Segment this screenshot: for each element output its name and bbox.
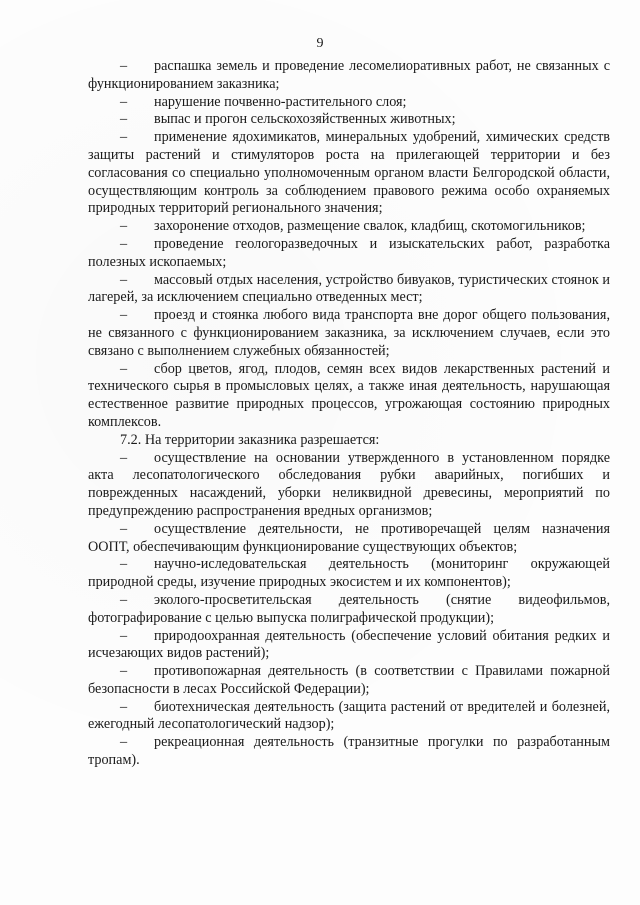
list-item — [88, 272, 610, 308]
list-dash: – — [120, 307, 128, 324]
list-item — [88, 521, 610, 557]
list-item — [88, 556, 610, 592]
list-item-text: применение ядохимикатов, минеральных удобрений, химических средств защиты растений и стимуляторов роста на прилегающей территории и без согласования со специально уполномоченным органом власти Белгородской области, осуществляющим контроль за соблюдением правового режима особо охраняемых природных территорий регионального значения; — [88, 129, 610, 217]
list-dash: – — [120, 235, 128, 252]
list-item-text: научно-иследовательская деятельность (мониторинг окружающей природной среды, изучение природных экосистем и их компонентов); — [88, 556, 610, 591]
list-dash: – — [120, 58, 128, 74]
list-item — [88, 58, 610, 94]
list-item-text: осуществление деятельности, не противоречащей целям назначения ООПТ, обеспечивающим функционирование существующих объектов; — [88, 520, 610, 555]
list-dash: – — [120, 360, 128, 377]
list-item — [88, 361, 610, 432]
allowed-list — [88, 450, 610, 770]
list-dash: – — [120, 129, 128, 146]
list-item — [88, 450, 610, 521]
list-item-text: осуществление на основании утвержденного в установленном порядке акта лесопатологического обследования рубки аварийных, погибших и поврежденных насаждений, уборки неликвидной древесины, мероприятий по предупреждению распространения вредных организмов; — [88, 449, 610, 519]
list-dash: – — [120, 698, 128, 715]
list-item — [88, 218, 610, 236]
list-dash: – — [120, 111, 128, 128]
list-dash: – — [120, 520, 128, 537]
list-item-text: нарушение почвенно-растительного слоя; — [154, 93, 407, 110]
list-item-text: эколого-просветительская деятельность (снятие видеофильмов, фотографирование с целью выпуска полиграфической продукции); — [88, 591, 610, 626]
document-body — [88, 58, 610, 770]
list-item-text: сбор цветов, ягод, плодов, семян всех видов лекарственных растений и технического сырья в промысловых целях, а также иная деятельность, нарушающая естественное развитие природных процессов, угрожающая состоянию природных комплексов. — [88, 360, 610, 430]
list-item-text: биотехническая деятельность (защита растений от вредителей и болезней, ежегодный лесопатологический надзор); — [88, 698, 610, 733]
list-dash: – — [120, 627, 128, 644]
list-dash: – — [120, 93, 128, 110]
prohibited-list — [88, 58, 610, 432]
list-item-text: захоронение отходов, размещение свалок, кладбищ, скотомогильников; — [154, 218, 586, 235]
list-item — [88, 111, 610, 129]
list-item-text: противопожарная деятельность (в соответствии с Правилами пожарной безопасности в лесах Российской Федерации); — [88, 663, 610, 697]
list-dash: – — [120, 449, 128, 466]
list-dash: – — [120, 734, 128, 751]
list-item — [88, 307, 610, 360]
list-dash: – — [120, 591, 128, 608]
list-item — [88, 129, 610, 218]
list-item-text: выпас и прогон сельскохозяйственных животных; — [154, 111, 456, 128]
list-item-text: распашка земель и проведение лесомелиоративных работ, не связанных с функционированием заказника; — [88, 58, 610, 92]
section-heading: 7.2. На территории заказника разрешается: — [120, 431, 380, 448]
list-item — [88, 734, 610, 770]
list-item-text: массовый отдых населения, устройство бивуаков, туристических стоянок и лагерей, за исключением специально отведенных мест; — [88, 271, 610, 306]
list-item-text: природоохранная деятельность (обеспечение условий обитания редких и исчезающих видов растений); — [88, 627, 610, 662]
list-item — [88, 236, 610, 272]
list-item-text: рекреационная деятельность (транзитные прогулки по разработанным тропам). — [88, 734, 610, 769]
list-item-text: проезд и стоянка любого вида транспорта вне дорог общего пользования, не связанного с функционированием заказника, за исключением случаев, если это связано с выполнением служебных обязанностей; — [88, 307, 610, 359]
list-dash: – — [120, 556, 128, 573]
list-item — [88, 699, 610, 735]
list-item-text: проведение геологоразведочных и изыскательских работ, разработка полезных ископаемых; — [88, 235, 610, 270]
list-dash: – — [120, 218, 128, 235]
list-item — [88, 94, 610, 112]
list-item — [88, 663, 610, 699]
list-item — [88, 592, 610, 628]
list-item — [88, 628, 610, 664]
page-number: 9 — [316, 36, 324, 51]
list-dash: – — [120, 271, 128, 288]
list-dash: – — [120, 663, 128, 680]
